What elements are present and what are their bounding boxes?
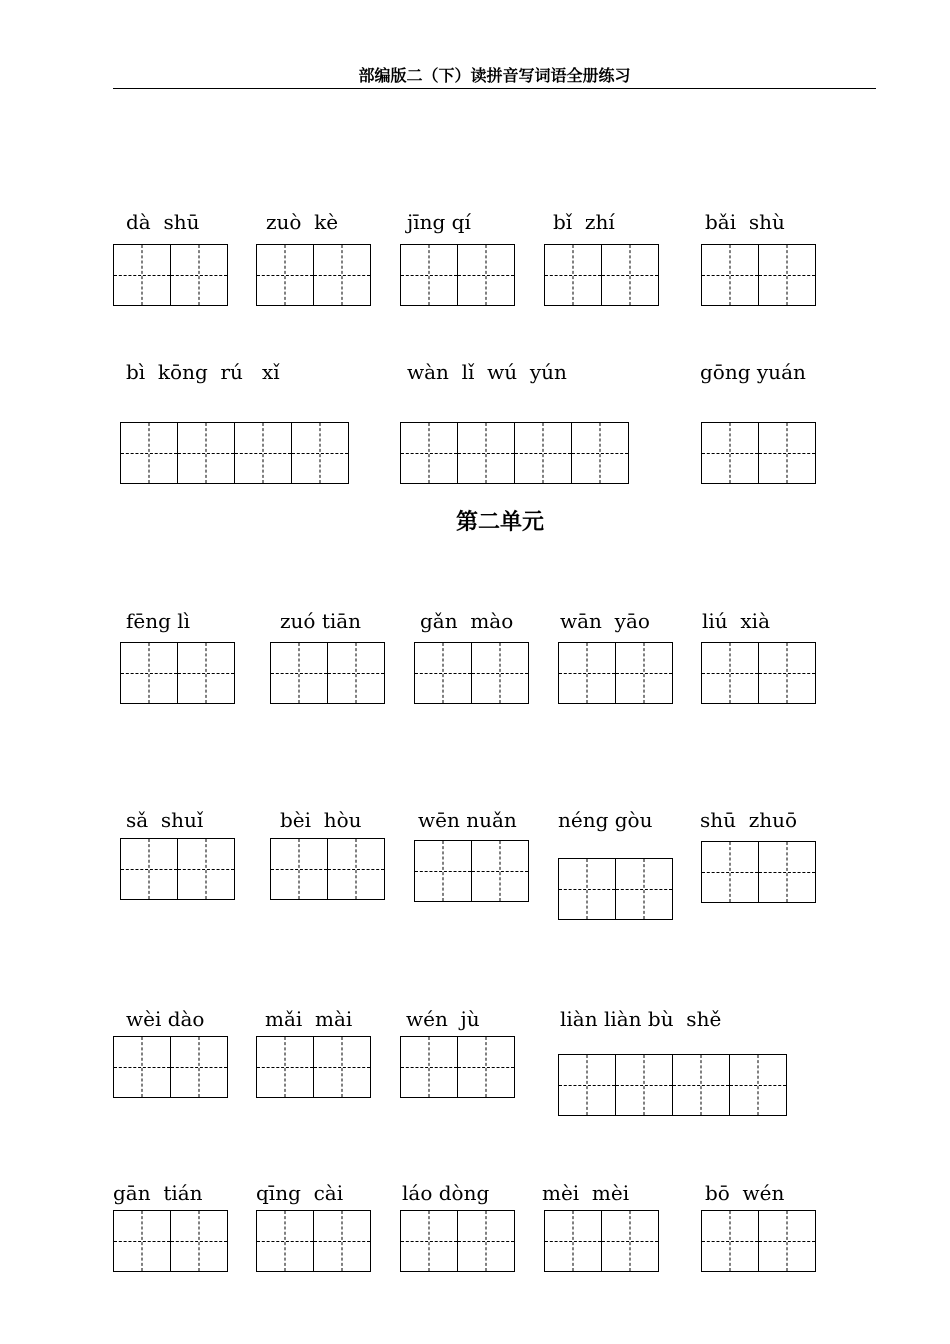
tianzige-cell[interactable] — [120, 422, 178, 484]
tianzige-cell[interactable] — [758, 642, 816, 704]
tianzige-cell[interactable] — [291, 422, 349, 484]
writing-grid — [120, 642, 235, 704]
pinyin-label: mǎi mài — [265, 1007, 353, 1031]
tianzige-cell[interactable] — [270, 838, 328, 900]
pinyin-label: zuó tiān — [280, 609, 362, 633]
pinyin-label: wén jù — [406, 1007, 480, 1031]
tianzige-cell[interactable] — [701, 244, 759, 306]
tianzige-cell[interactable] — [327, 642, 385, 704]
tianzige-cell[interactable] — [400, 1036, 458, 1098]
pinyin-label: dà shū — [126, 210, 200, 234]
tianzige-cell[interactable] — [113, 1036, 171, 1098]
pinyin-label: shū zhuō — [700, 808, 798, 832]
tianzige-cell[interactable] — [113, 244, 171, 306]
tianzige-cell[interactable] — [313, 1036, 371, 1098]
tianzige-cell[interactable] — [400, 422, 458, 484]
tianzige-cell[interactable] — [120, 838, 178, 900]
pinyin-label: wān yāo — [560, 609, 650, 633]
pinyin-label: wēn nuǎn — [418, 808, 517, 832]
tianzige-cell[interactable] — [170, 244, 228, 306]
page-header — [113, 64, 876, 89]
pinyin-label: wèi dào — [126, 1007, 205, 1031]
tianzige-cell[interactable] — [544, 244, 602, 306]
writing-grid — [256, 1210, 371, 1272]
tianzige-cell[interactable] — [177, 422, 235, 484]
pinyin-label: bō wén — [705, 1181, 785, 1205]
writing-grid — [400, 1210, 515, 1272]
writing-grid — [120, 838, 235, 900]
tianzige-cell[interactable] — [327, 838, 385, 900]
tianzige-cell[interactable] — [177, 838, 235, 900]
tianzige-cell[interactable] — [514, 422, 572, 484]
writing-grid — [544, 244, 659, 306]
tianzige-cell[interactable] — [457, 1036, 515, 1098]
writing-grid — [558, 858, 673, 920]
writing-grid — [701, 841, 816, 903]
writing-grid — [270, 838, 385, 900]
tianzige-cell[interactable] — [758, 1210, 816, 1272]
pinyin-label: fēng lì — [126, 609, 191, 633]
writing-grid — [113, 1036, 228, 1098]
writing-grid — [701, 244, 816, 306]
tianzige-cell[interactable] — [113, 1210, 171, 1272]
writing-grid — [414, 642, 529, 704]
pinyin-label: bǐ zhí — [553, 210, 615, 234]
pinyin-label: liàn liàn bù shě — [560, 1007, 722, 1031]
writing-grid — [120, 422, 349, 484]
writing-grid — [400, 1036, 515, 1098]
tianzige-cell[interactable] — [701, 1210, 759, 1272]
tianzige-cell[interactable] — [400, 1210, 458, 1272]
writing-grid — [701, 422, 816, 484]
pinyin-label: zuò kè — [266, 210, 339, 234]
tianzige-cell[interactable] — [170, 1210, 228, 1272]
writing-grid — [400, 422, 629, 484]
writing-grid — [414, 840, 529, 902]
writing-grid — [701, 642, 816, 704]
tianzige-cell[interactable] — [234, 422, 292, 484]
tianzige-cell[interactable] — [615, 858, 673, 920]
pinyin-label: néng gòu — [558, 808, 653, 832]
pinyin-label: bèi hòu — [280, 808, 362, 832]
tianzige-cell[interactable] — [758, 422, 816, 484]
pinyin-label: gān tián — [113, 1181, 203, 1205]
tianzige-cell[interactable] — [729, 1054, 787, 1116]
pinyin-label: jīng qí — [407, 210, 471, 234]
pinyin-label: gǎn mào — [420, 609, 514, 633]
tianzige-cell[interactable] — [701, 841, 759, 903]
tianzige-cell[interactable] — [672, 1054, 730, 1116]
unit-title: 第二单元 — [455, 510, 544, 535]
tianzige-cell[interactable] — [256, 1210, 314, 1272]
pinyin-label: gōng yuán — [700, 360, 806, 384]
pinyin-label: sǎ shuǐ — [126, 808, 204, 832]
tianzige-cell[interactable] — [615, 1054, 673, 1116]
pinyin-label: qīng cài — [256, 1181, 344, 1205]
tianzige-cell[interactable] — [256, 244, 314, 306]
writing-grid — [113, 1210, 228, 1272]
tianzige-cell[interactable] — [400, 244, 458, 306]
tianzige-cell[interactable] — [544, 1210, 602, 1272]
tianzige-cell[interactable] — [256, 1036, 314, 1098]
tianzige-cell[interactable] — [457, 422, 515, 484]
tianzige-cell[interactable] — [313, 244, 371, 306]
tianzige-cell[interactable] — [414, 840, 472, 902]
writing-grid — [400, 244, 515, 306]
tianzige-cell[interactable] — [571, 422, 629, 484]
tianzige-cell[interactable] — [558, 858, 616, 920]
tianzige-cell[interactable] — [457, 1210, 515, 1272]
tianzige-cell[interactable] — [701, 642, 759, 704]
tianzige-cell[interactable] — [457, 244, 515, 306]
tianzige-cell[interactable] — [558, 642, 616, 704]
pinyin-label: bǎi shù — [705, 210, 785, 234]
writing-grid — [701, 1210, 816, 1272]
writing-grid — [558, 642, 673, 704]
tianzige-cell[interactable] — [601, 244, 659, 306]
pinyin-label: wàn lǐ wú yún — [407, 360, 567, 384]
tianzige-cell[interactable] — [471, 642, 529, 704]
page-header-title: 部编版二（下）读拼音写词语全册练习 — [358, 66, 631, 85]
tianzige-cell[interactable] — [270, 642, 328, 704]
writing-grid — [256, 244, 371, 306]
tianzige-cell[interactable] — [313, 1210, 371, 1272]
writing-grid — [270, 642, 385, 704]
pinyin-label: láo dòng — [402, 1181, 490, 1205]
pinyin-label: bì kōng rú xǐ — [126, 360, 280, 384]
writing-grid — [544, 1210, 659, 1272]
tianzige-cell[interactable] — [414, 642, 472, 704]
writing-grid — [558, 1054, 787, 1116]
tianzige-cell[interactable] — [120, 642, 178, 704]
tianzige-cell[interactable] — [471, 840, 529, 902]
pinyin-label: mèi mèi — [542, 1181, 630, 1205]
writing-grid — [256, 1036, 371, 1098]
tianzige-cell[interactable] — [177, 642, 235, 704]
tianzige-cell[interactable] — [601, 1210, 659, 1272]
tianzige-cell[interactable] — [758, 244, 816, 306]
tianzige-cell[interactable] — [615, 642, 673, 704]
tianzige-cell[interactable] — [701, 422, 759, 484]
writing-grid — [113, 244, 228, 306]
tianzige-cell[interactable] — [558, 1054, 616, 1116]
tianzige-cell[interactable] — [170, 1036, 228, 1098]
tianzige-cell[interactable] — [758, 841, 816, 903]
pinyin-label: liú xià — [702, 609, 770, 633]
